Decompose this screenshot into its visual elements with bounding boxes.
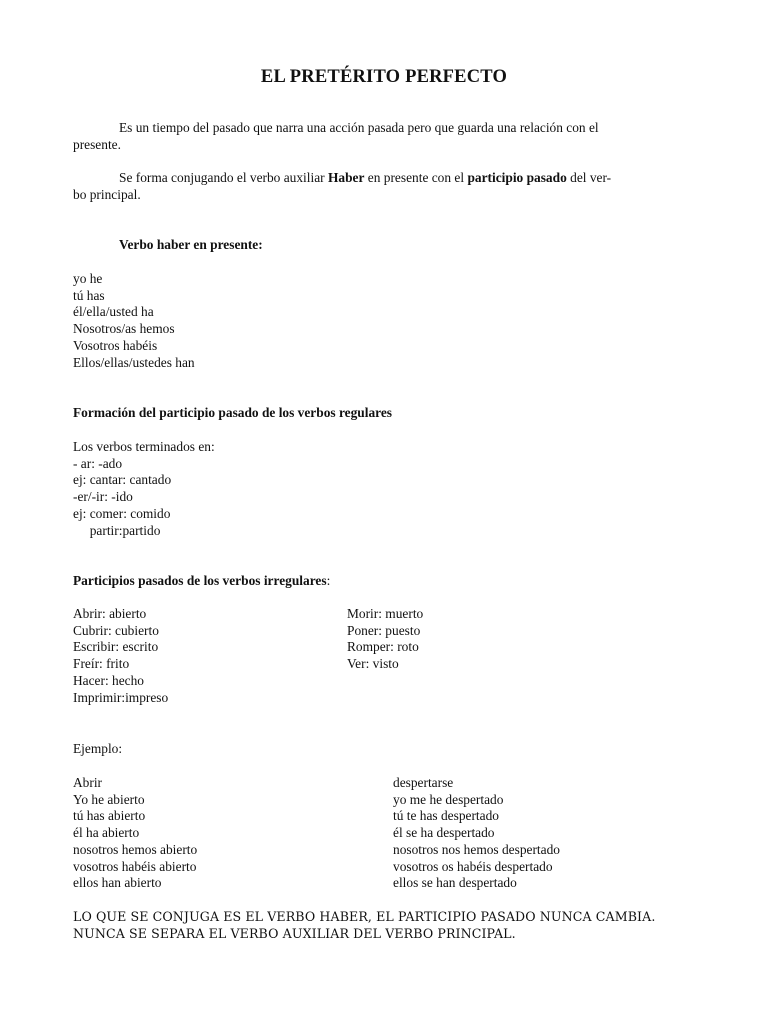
irregular-item: Ver: visto <box>347 656 399 672</box>
intro-paragraph-1 <box>73 120 693 153</box>
irregular-heading-colon: : <box>326 573 331 588</box>
irregular-item: Freír: frito <box>73 656 130 672</box>
example-line: yo me he despertado <box>393 791 504 807</box>
footer-line-2: NUNCA SE SEPARA EL VERBO AUXILIAR DEL VERBO PRINCIPAL. <box>73 925 516 941</box>
haber-line: yo he <box>73 271 103 286</box>
intro-p2-participio: participio pasado <box>467 170 567 185</box>
irregular-item: Hacer: hecho <box>73 672 145 688</box>
example-line: vosotros habéis abierto <box>73 858 197 874</box>
haber-list <box>73 271 195 371</box>
irregular-heading: Participios pasados de los verbos irregulares <box>73 573 327 588</box>
example-line: vosotros os habéis despertado <box>393 858 553 874</box>
irregular-item: Imprimir:impreso <box>73 689 169 705</box>
example-line: nosotros hemos abierto <box>73 841 198 857</box>
intro-p2-a: Se forma conjugando el verbo auxiliar <box>119 170 328 185</box>
regular-line: ej: cantar: cantado <box>73 472 172 488</box>
irregular-item: Cubrir: cubierto <box>73 622 159 638</box>
intro-p1-line: Es un tiempo del pasado que narra una acción pasada pero que guarda una relación con el <box>119 120 599 135</box>
intro-p2-cont: bo principal. <box>73 186 141 202</box>
irregular-item: Romper: roto <box>347 639 419 655</box>
regular-line: -er/-ir: -ido <box>73 489 133 505</box>
example-label: Ejemplo: <box>73 741 123 756</box>
intro-p2-c: del ver- <box>566 170 612 185</box>
example-line: tú te has despertado <box>393 808 499 824</box>
example-line: él se ha despertado <box>393 825 495 841</box>
page-title: EL PRETÉRITO PERFECTO <box>260 67 508 87</box>
haber-heading: Verbo haber en presente: <box>119 237 263 252</box>
irregular-right-column <box>347 606 423 673</box>
intro-p1-cont: presente. <box>73 136 121 152</box>
haber-line: Nosotros/as hemos <box>73 321 175 337</box>
example-line: ellos se han despertado <box>393 875 517 891</box>
example-line: tú has abierto <box>73 808 146 824</box>
irregular-item: Morir: muerto <box>347 606 424 621</box>
regular-line: partir:partido <box>73 522 161 538</box>
regular-line: Los verbos terminados en: <box>73 439 215 454</box>
footer-note <box>73 909 655 942</box>
example-line: Abrir <box>73 775 103 790</box>
regular-list <box>73 439 215 539</box>
intro-p2-haber: Haber <box>327 170 365 185</box>
haber-line: él/ella/usted ha <box>73 304 154 320</box>
irregular-item: Escribir: escrito <box>73 639 159 655</box>
example-line: nosotros nos hemos despertado <box>393 841 560 857</box>
regular-line: - ar: -ado <box>73 455 123 471</box>
example-right-column <box>393 775 560 892</box>
intro-p2-b: en presente con el <box>364 170 468 185</box>
haber-line: Vosotros habéis <box>73 337 158 353</box>
example-line: despertarse <box>393 775 454 790</box>
irregular-item: Poner: puesto <box>347 622 421 638</box>
intro-paragraph-2 <box>73 170 693 203</box>
example-line: ellos han abierto <box>73 875 162 891</box>
example-line: Yo he abierto <box>73 791 145 807</box>
regular-heading: Formación del participio pasado de los verbos regulares <box>73 405 393 420</box>
regular-line: ej: comer: comido <box>73 505 171 521</box>
example-left-column <box>73 775 197 892</box>
irregular-left-column <box>73 606 168 706</box>
irregular-item: Abrir: abierto <box>73 606 147 621</box>
haber-line: Ellos/ellas/ustedes han <box>73 354 195 370</box>
intro-p2-line <box>73 170 693 187</box>
example-line: él ha abierto <box>73 825 140 841</box>
irregular-heading-row <box>73 573 330 590</box>
haber-line: tú has <box>73 287 105 303</box>
footer-line-1: LO QUE SE CONJUGA ES EL VERBO HABER, EL PARTICIPIO PASADO NUNCA CAMBIA. <box>73 909 656 924</box>
